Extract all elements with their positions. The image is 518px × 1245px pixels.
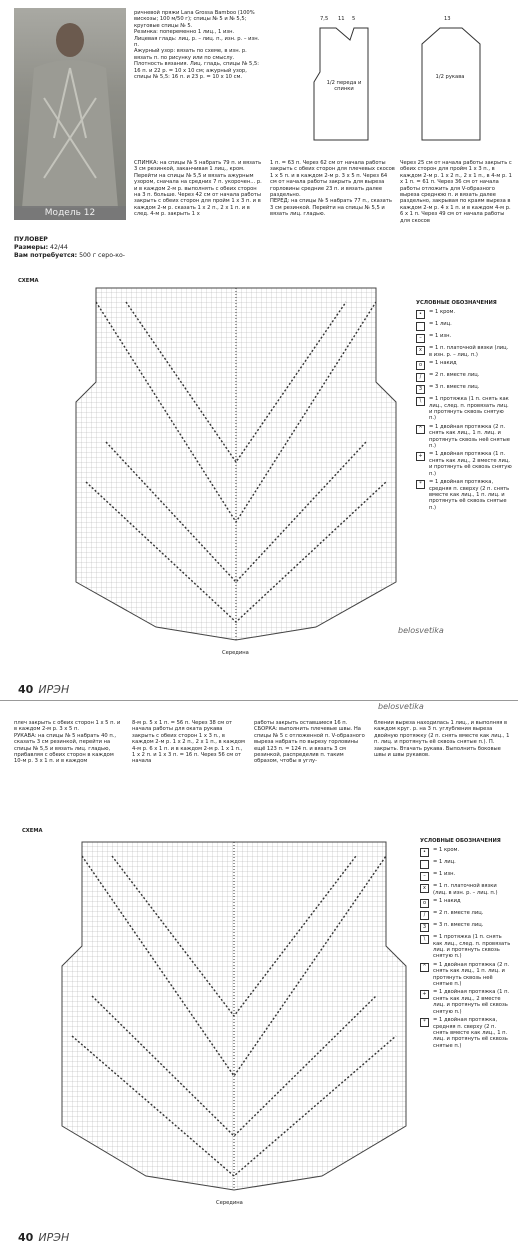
legend-item <box>416 451 512 477</box>
legend-item <box>420 910 512 920</box>
magazine-brand: ИРЭН <box>38 1231 70 1244</box>
legend-symbol: \ <box>420 935 429 944</box>
legend-text: = 1 двойная протяжка (1 п. снять как лиц., 2 вместе лиц. и протянуть её сквозь снятую п.) <box>429 451 512 477</box>
model-photo <box>14 8 126 220</box>
sizes-value: 42/44 <box>50 244 68 251</box>
legend-symbol <box>416 322 425 331</box>
legend-symbol: ^ <box>420 963 429 972</box>
garment-schematic <box>290 10 510 152</box>
legend-item <box>416 345 512 358</box>
watermark-mid: belosvetika <box>378 702 424 711</box>
legend-symbol: • <box>416 310 425 319</box>
legend-item <box>420 859 512 869</box>
legend-symbol: x <box>420 884 429 893</box>
legend-text: = 1 двойная протяжка, средняя п. сверху (2 п. снять вместе как лиц., 1 п. лиц. и протянуть её сквозь снятые п.) <box>433 1017 508 1049</box>
knitting-chart-top <box>66 282 406 642</box>
text-column-assembly-cont: блении выреза находилась 1 лиц., и выполняя в каждом круг. р. на 3 п. углубления выреза двойную протяжку (2 п. снять вместе как лиц., 1 п. лиц. и протянуть её сквозь снятые п.). П. закрыть. Втачать рукава. Выполнить боковые швы и швы рукавов. <box>374 720 512 759</box>
page-number: 40 <box>18 683 34 696</box>
legend-item <box>416 321 512 331</box>
text-column-assembly: работы закрыть оставшиеся 16 п. СБОРКА: выполнить плечевые швы. На спицы № 5 с отложенной п. V-образного выреза набрать по вырезу горловины ещё 123 п. = 124 п. и вязать 3 см резинкой, распределив п. таким образом, чтобы в углу- <box>254 720 365 765</box>
sizes-label: Размеры: <box>14 244 49 251</box>
legend-text: = 1 лиц. <box>433 859 456 866</box>
text-column-sleeves: плеч закрыть с обеих сторон 1 х 5 п. и в каждом 2-м р. 3 х 5 п. РУКАВА: на спицы № 5 набрать 40 п., сказать 3 см резинкой, перейти на спицы № 5,5 и вязать лиц. гладью, прибавляя с обеих сторон в каждом 10-м р. 3 х 1 п. и в каждом <box>14 720 121 765</box>
legend-item <box>416 360 512 370</box>
materials-label: Вам потребуется: <box>14 252 78 259</box>
legend-text: = 1 кром. <box>429 309 456 316</box>
materials-value: 500 г серо-ко- <box>79 252 125 259</box>
text-column-back-cont: 1 п. = 63 п. Через 62 см от начала работы закрыть с обеих сторон для плечевых скосов 1 х 5 п. и в каждом 2-м р. 3 х 5 п. Через 64 см от начала работы закрыть для выреза горловины средние 23 п. и вязать далее раздельно. ПЕРЕД: на спицы № 5 набрать 77 п., сказать 3 см резинкой. Перейти на спицы № 5,5 и вязать лиц. гладью. <box>270 160 395 218</box>
legend-item <box>420 934 512 960</box>
sleeve-label: 1/2 рукава <box>435 74 465 80</box>
legend-symbol: • <box>420 848 429 857</box>
legend-text: = 1 двойная протяжка (2 п. снять как лиц., 1 п. лиц. и протянуть сквозь неё снятые п.) <box>433 961 510 988</box>
legend-text: = 2 п. вместе лиц. <box>433 910 484 917</box>
legend-symbol: – <box>420 872 429 881</box>
footer-bottom <box>18 1226 69 1245</box>
legend-item <box>416 333 512 343</box>
legend-symbol: + <box>416 452 425 461</box>
legend-text: = 1 протяжка (1 п. снять как лиц., след. п. провязать лиц. и протянуть сквозь снятую п.) <box>429 396 509 422</box>
front-back-label: 1/2 переда и спинки <box>326 80 362 93</box>
text-column-sleeves-cont: 8-м р. 5 х 1 п. = 56 п. Через 38 см от начала работы для оката рукава закрыть с обеих сторон 1 х 3 п., в каждом 2-м р. 1 х 2 п., 2 х 1 п., в каждом 4-м р. 6 х 1 п. и в каждом 2-м р. 1 х 1 п., 1 х 2 п. и 1 х 3 п. = 16 п. Через 56 см от начала <box>132 720 247 765</box>
legend-top <box>416 300 512 513</box>
legend-symbol: * <box>416 480 425 489</box>
footer-top <box>18 678 69 697</box>
center-label-bottom: Середина <box>216 1200 243 1206</box>
text-column-front: Через 25 см от начала работы закрыть с обеих сторон для пройм 1 х 3 п., в каждом 2-м р. 1 х 2 п., 2 х 1 п., в 4-м р. 1 х 1 п. = 61 п. Через 36 см от начала работы отложить для V-образного выреза среднюю п. и вязать далее раздельно, закрывая по краям выреза в каждом 2-м р. 4 х 1 п. и в каждом 4-м р. 6 х 1 п. Через 49 см от начала работы для скосов <box>400 160 514 224</box>
legend-symbol: / <box>416 373 425 382</box>
legend-item <box>420 989 512 1015</box>
magazine-brand: ИРЭН <box>38 683 70 696</box>
legend-symbol: x <box>416 346 425 355</box>
legend-symbol: * <box>420 1018 429 1027</box>
legend-item <box>416 424 512 450</box>
chart-title-bottom: СХЕМА <box>22 828 43 834</box>
legend-text: = 2 п. вместе лиц. <box>429 372 480 379</box>
model-label: Модель 12 <box>14 206 126 220</box>
legend-symbol: ^ <box>416 425 425 434</box>
legend-symbol: \ <box>416 397 425 406</box>
page-number: 40 <box>18 1231 34 1244</box>
legend-symbol: o <box>420 899 429 908</box>
center-label-top: Середина <box>222 650 249 656</box>
knitting-chart-bottom <box>52 836 416 1194</box>
materials-line <box>14 252 126 259</box>
text-column-back: СПИНКА: на спицы № 5 набрать 79 п. и вязать 3 см резинкой, заканчивая 1 лиц., кром. Перейти на спицы № 5,5 и вязать ажурным узором, сначала на средних 7 п. укорочен... р. и в каждом 2-м р. выполнять с обеих сторон на 3 п. больше. Через 42 см от начала работы закрыть с обеих сторон для пройм 1 х 3 п. и в каждом 2-м р. сказать 1 х 2 п., 2 х 1 п. и в след. 4-м р. закрыть 1 х <box>134 160 264 218</box>
pattern-title: ПУЛОВЕР <box>14 236 48 243</box>
dim-shoulder: 7,5 <box>320 16 329 22</box>
legend-text: = 3 п. вместе лиц. <box>429 384 480 391</box>
legend-bottom <box>420 838 512 1051</box>
legend-item <box>420 847 512 857</box>
legend-text: = 1 протяжка (1 п. снять как лиц., след. п. провязать лиц. и протянуть сквозь снятую п.) <box>433 934 511 960</box>
legend-symbol: o <box>416 361 425 370</box>
text-column-materials: ричневой пряжи Lana Grossa Bamboo (100% вискозы; 100 м/50 г); спицы № 5 и № 5,5; круговые спицы № 5. Резинка: попеременно 1 лиц., 1 изн. Лицевая гладь: лиц. р. – лиц. п., изн. р. – изн. п. Ажурный узор: вязать по схеме, в изн. р. вязать п. по рисунку или по смыслу. Плотность вязания. Лиц. гладь, спицы № 5,5: 16 п. и 22 р. = 10 х 10 см; ажурный узор, спицы № 5,5: 16 п. и 23 р. = 10 х 10 см. <box>134 10 260 81</box>
legend-text: = 1 изн. <box>433 871 456 878</box>
legend-symbol <box>420 860 429 869</box>
legend-title: УСЛОВНЫЕ ОБОЗНАЧЕНИЯ <box>420 838 501 844</box>
page-divider <box>0 700 518 701</box>
dim-neck: 11 <box>338 16 345 22</box>
legend-item <box>420 962 512 988</box>
legend-title: УСЛОВНЫЕ ОБОЗНАЧЕНИЯ <box>416 300 497 306</box>
legend-item <box>416 309 512 319</box>
legend-text: = 3 п. вместе лиц. <box>433 922 484 929</box>
legend-symbol: 3 <box>416 385 425 394</box>
legend-text: = 1 лиц. <box>429 321 452 328</box>
dim-neck2: 5 <box>352 16 356 22</box>
legend-item <box>416 384 512 394</box>
legend-item <box>416 479 512 511</box>
legend-symbol: – <box>416 334 425 343</box>
legend-text: = 1 п. платочной вязки (лиц. в изн. р. – лиц. п.) <box>433 883 498 896</box>
sizes-line <box>14 244 126 251</box>
legend-item <box>420 1017 512 1049</box>
legend-item <box>416 396 512 422</box>
legend-text: = 1 п. платочной вязки (лиц. в изн. р. – лиц. п.) <box>429 345 509 358</box>
legend-item <box>420 883 512 896</box>
legend-text: = 1 двойная протяжка (2 п. снять как лиц., 1 п. лиц. и протянуть сквозь неё снятые п.) <box>429 423 510 450</box>
legend-text: = 1 накид <box>433 898 461 905</box>
chart-title-top: СХЕМА <box>18 278 39 284</box>
legend-item <box>420 898 512 908</box>
dim-sleeve-top: 13 <box>444 16 451 22</box>
legend-text: = 1 накид <box>429 360 457 367</box>
legend-text: = 1 двойная протяжка (1 п. снять как лиц., 2 вместе лиц. и протянуть её сквозь снятую п.) <box>433 989 510 1015</box>
legend-item <box>420 922 512 932</box>
legend-text: = 1 двойная протяжка, средняя п. сверху (2 п. снять вместе как лиц., 1 п. лиц. и протянуть её сквозь снятые п.) <box>429 479 510 511</box>
legend-symbol: + <box>420 990 429 999</box>
watermark-top: belosvetika <box>398 626 444 635</box>
legend-item <box>420 871 512 881</box>
legend-text: = 1 изн. <box>429 333 452 340</box>
legend-item <box>416 372 512 382</box>
legend-text: = 1 кром. <box>433 847 460 854</box>
legend-symbol: / <box>420 911 429 920</box>
legend-symbol: 3 <box>420 923 429 932</box>
